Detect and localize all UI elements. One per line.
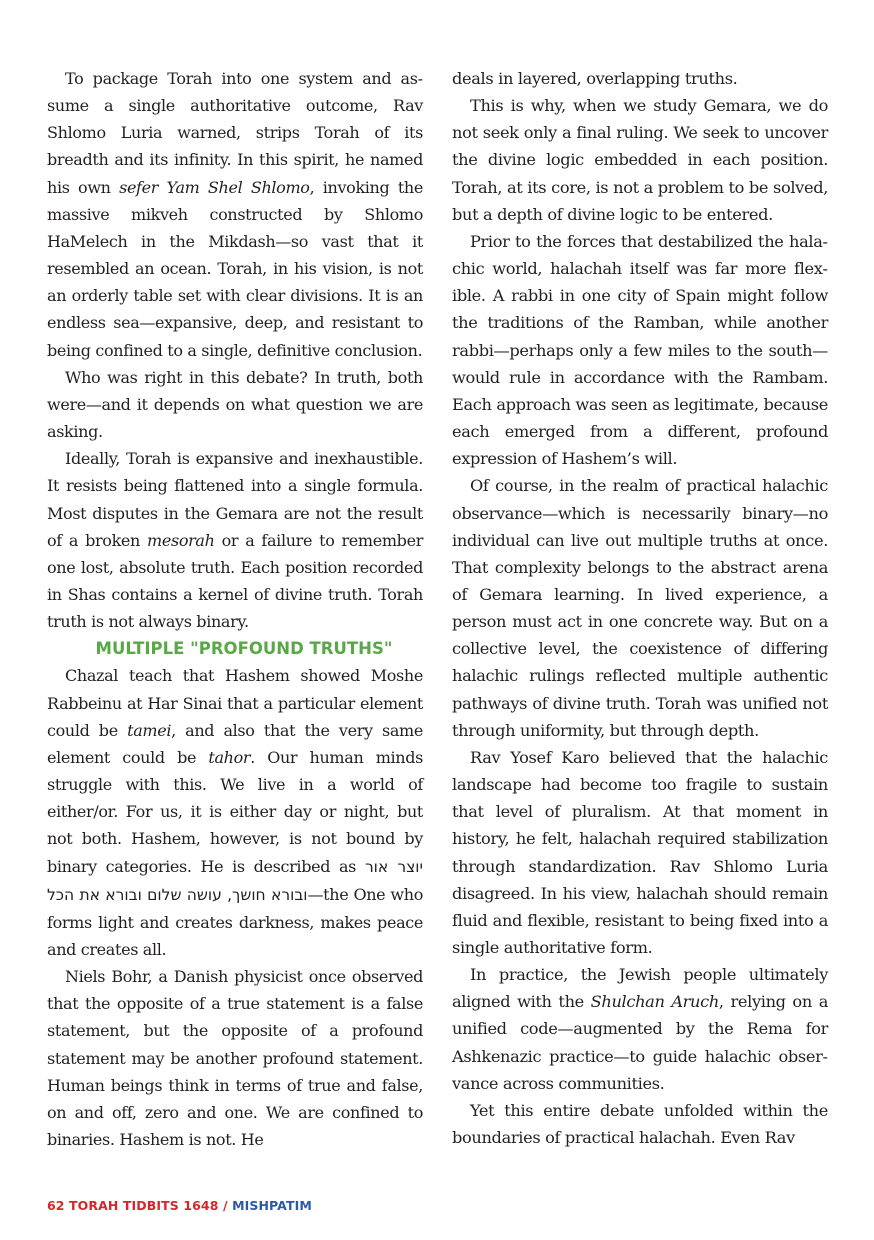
paragraph: Niels Bohr, a Danish physicist once observed that the opposite of a true statement is a false statement, but the opposite of a profound statement may be another profound statement. Human beings think in terms of true and false, on and off, zero and one. We are confined to binaries. Hashem is not. He	[47, 967, 423, 1150]
paragraph: Of course, in the realm of practical halachic observance—which is necessarily binary—no individual can live out multiple truths at once. That complexity belongs to the abstract arena of Gemara learning. In lived experience, a person must act in one concrete way. But on a collective level, the coexistence of differing halachic rulings reflected multiple authentic pathways of divine truth. Torah was unified not through uniformity, but through depth.	[452, 476, 828, 740]
text-run: To package Torah into one system and assume a single authoritative outcome, Rav Shlomo Luria warned, strips Torah of its breadth and its infinity. In this spirit, he named his own	[47, 69, 423, 197]
paragraph: This is why, when we study Gemara, we do not seek only a final ruling. We seek to uncover the divine logic embedded in each position. Torah, at its core, is not a problem to be solved, but a depth of divine logic to be entered.	[452, 96, 828, 224]
text-run: , invoking the massive mikveh constructed by Shlomo HaMelech in the Mikdash—so vast that it resembled an ocean. Torah, in his vision, is not an orderly table set with clear divisions. It is an endless sea—expansive, deep, and resistant to being confined to a single, definitive conclusion.	[47, 177, 424, 360]
paragraph	[452, 961, 828, 1097]
hebrew-quote: יוצר אור ובורא חושך, עושה שלום ובורא את הכל	[47, 857, 423, 904]
paragraph: Who was right in this debate? In truth, both were—and it depends on what question we are asking.	[47, 367, 423, 442]
paragraph	[47, 445, 423, 635]
text-run: Ideally, Torah is expansive and inexhaustible. It resists being flattened into a single formula. Most disputes in the Gemara are not the result of a broken	[47, 449, 423, 550]
italic-text: tahor	[208, 747, 251, 767]
italic-text: Shulchan Aruch	[590, 992, 719, 1012]
italic-text: tamei	[127, 720, 172, 740]
italic-text: sefer Yam Shel Shlomo	[119, 177, 310, 197]
paragraph	[47, 662, 423, 963]
left-column	[47, 65, 423, 1153]
text-run: Chazal teach that Hashem showed Moshe Rabbeinu at Har Sinai that a particular element could be	[47, 666, 423, 740]
page-footer	[47, 1198, 312, 1213]
footer-publication: 62 TORAH TIDBITS 1648 /	[47, 1198, 228, 1213]
paragraph: Rav Yosef Karo believed that the halachic landscape had become too fragile to sustain that level of pluralism. At that moment in history, he felt, halachah required stabilization through standardization. Rav Shlomo Luria disagreed. In his view, halachah should remain fluid and flexible, resistant to being fixed into a single authoritative form.	[452, 747, 828, 957]
right-column	[452, 65, 828, 1151]
text-run: . Our human minds struggle with this. We live in a world of either/or. For us, it is either day or night, but not both. Hashem, however, is not bound by binary categories. He is described as	[47, 747, 423, 876]
text-run: or a failure to remember one lost, absolute truth. Each position recorded in Shas contains a kernel of divine truth. Torah truth is not always binary.	[47, 530, 423, 632]
text-run: , relying on a unified code—augmented by the Rema for Ashkenazic practice—to guide halachic observance across communities.	[452, 992, 828, 1093]
italic-text: mesorah	[147, 530, 215, 550]
section-subheading: MULTIPLE "PROFOUND TRUTHS"	[95, 639, 393, 659]
text-run: —the One who forms light and creates darkness, makes peace and creates all.	[47, 884, 423, 959]
paragraph	[47, 65, 423, 364]
paragraph: Prior to the forces that destabilized the halachic world, halachah itself was far more flexible. A rabbi in one city of Spain might follow the traditions of the Ramban, while another rabbi—perhaps only a few miles to the south—would rule in accordance with the Rambam. Each approach was seen as legitimate, because each emerged from a different, profound expression of Hashem’s will.	[452, 231, 828, 469]
paragraph: deals in layered, overlapping truths.	[452, 69, 738, 88]
text-run: In practice, the Jewish people ultimately aligned with the	[452, 965, 828, 1012]
text-run: , and also that the very same element could be	[47, 720, 424, 767]
footer-parsha: MISHPATIM	[232, 1198, 312, 1213]
paragraph: Yet this entire debate unfolded within the boundaries of practical halachah. Even Rav	[452, 1100, 828, 1148]
